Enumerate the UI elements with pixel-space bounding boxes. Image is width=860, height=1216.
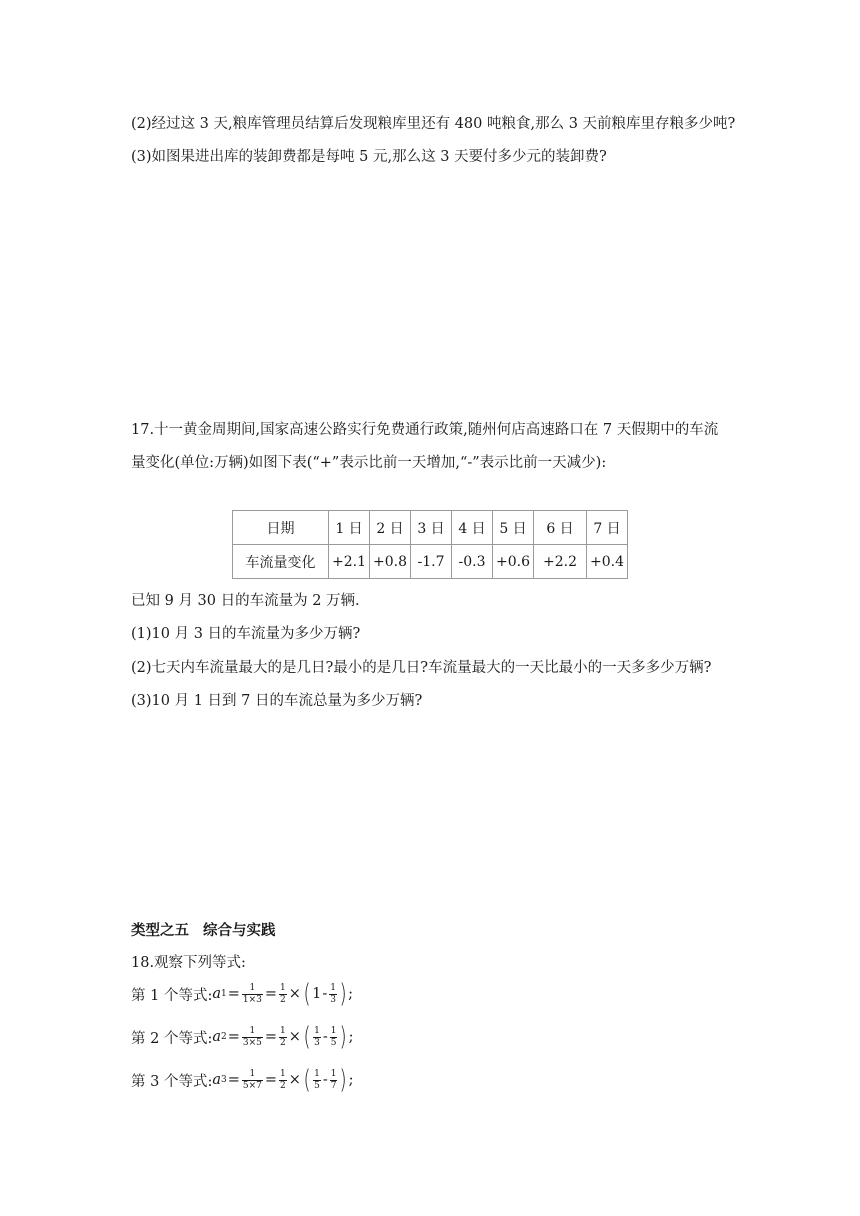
table-cell: +0.6 <box>493 545 534 579</box>
integer-term: 1 <box>312 986 322 1002</box>
equals-sign: = <box>227 1029 240 1045</box>
table-cell: +0.4 <box>587 545 628 579</box>
q17-stem-line2: 量变化(单位:万辆)如图下表(“+”表示比前一天增加,“-”表示比前一天减少): <box>131 455 607 471</box>
right-paren: ) <box>339 1065 348 1095</box>
table-cell: -1.7 <box>411 545 452 579</box>
equation-subscript: 2 <box>221 1032 227 1042</box>
left-paren: ( <box>303 1065 311 1095</box>
times-sign: × <box>288 986 301 1002</box>
right-paren: ) <box>339 1022 348 1052</box>
equals-sign: = <box>264 1072 278 1088</box>
q18-intro: 18.观察下列等式: <box>131 955 246 971</box>
section-title: 综合与实践 <box>203 923 276 939</box>
q16-part3: (3)如图果进出库的装卸费都是每吨 5 元,那么这 3 天要付多少元的装卸费? <box>131 149 607 165</box>
right-paren: ) <box>339 979 347 1009</box>
minus-sign: - <box>322 1029 328 1045</box>
equation-prefix: 第 3 个等式: <box>131 1073 213 1090</box>
fraction: $\frac{1}{7}$ <box>330 1068 337 1091</box>
q17-given: 已知 9 月 30 日的车流量为 2 万辆. <box>131 593 360 609</box>
equation-prefix: 第 1 个等式: <box>131 987 213 1004</box>
q18-equation-1 <box>131 981 353 1007</box>
table-cell: 5 日 <box>493 511 534 545</box>
left-paren: ( <box>303 1022 311 1052</box>
section-heading <box>131 919 276 940</box>
q17-part3: (3)10 月 1 日到 7 日的车流总量为多少万辆? <box>131 693 423 709</box>
q17-stem-line1: 17.十一黄金周期间,国家高速公路实行免费通行政策,随州何店高速路口在 7 天假期中的车流 <box>131 422 719 438</box>
equation-terminator: ; <box>348 986 354 1002</box>
traffic-change-table <box>232 510 628 579</box>
table-row <box>233 545 628 579</box>
table-cell: 日期 <box>233 511 329 545</box>
equation-variable: a <box>212 1029 221 1045</box>
table-cell: 4 日 <box>452 511 493 545</box>
equals-sign: = <box>264 986 278 1002</box>
equation-subscript: 1 <box>221 989 227 999</box>
table-cell: 车流量变化 <box>233 545 329 579</box>
table-cell: +0.8 <box>370 545 411 579</box>
fraction: $\frac{1}{3}$ <box>330 982 336 1005</box>
q17-part1: (1)10 月 3 日的车流量为多少万辆? <box>131 626 361 642</box>
equals-sign: = <box>264 1029 278 1045</box>
fraction: $\frac{1}{3\times 5}$ <box>242 1025 262 1048</box>
times-sign: × <box>288 1029 301 1045</box>
table-cell: 7 日 <box>587 511 628 545</box>
fraction: $\frac{1}{1\times 3}$ <box>242 982 262 1005</box>
table-header-row <box>233 511 628 545</box>
minus-sign: - <box>322 1072 328 1088</box>
equation-terminator: ; <box>348 1072 354 1088</box>
equation-variable: a <box>212 986 221 1002</box>
fraction: $\frac{1}{5}$ <box>314 1068 320 1091</box>
fraction: $\frac{1}{3}$ <box>314 1025 320 1048</box>
minus-sign: - <box>322 986 328 1002</box>
equals-sign: = <box>227 1072 240 1088</box>
table-cell: 2 日 <box>370 511 411 545</box>
fraction: $\frac{1}{5}$ <box>330 1025 337 1048</box>
q16-part2: (2)经过这 3 天,粮库管理员结算后发现粮库里还有 480 吨粮食,那么 3 天前粮库里存粮多少吨? <box>131 116 736 132</box>
equals-sign: = <box>227 986 240 1002</box>
left-paren: ( <box>303 979 311 1009</box>
table-cell: 6 日 <box>534 511 587 545</box>
fraction: $\frac{1}{2}$ <box>280 1025 286 1048</box>
equation-prefix: 第 2 个等式: <box>131 1030 213 1047</box>
equation-subscript: 3 <box>221 1075 227 1085</box>
table-cell: -0.3 <box>452 545 493 579</box>
equation-variable: a <box>212 1072 221 1088</box>
fraction: $\frac{1}{5\times 7}$ <box>242 1068 262 1091</box>
table-cell: +2.1 <box>329 545 370 579</box>
fraction: $\frac{1}{2}$ <box>280 1068 286 1091</box>
table-cell: 1 日 <box>329 511 370 545</box>
section-label: 类型之五 <box>131 923 189 939</box>
fraction: $\frac{1}{2}$ <box>280 982 286 1005</box>
q18-equation-3 <box>131 1067 354 1093</box>
q17-part2: (2)七天内车流量最大的是几日?最小的是几日?车流量最大的一天比最小的一天多多少万辆? <box>131 660 712 676</box>
table-cell: 3 日 <box>411 511 452 545</box>
q18-equation-2 <box>131 1024 354 1050</box>
equation-terminator: ; <box>348 1029 354 1045</box>
table-cell: +2.2 <box>534 545 587 579</box>
times-sign: × <box>288 1072 301 1088</box>
